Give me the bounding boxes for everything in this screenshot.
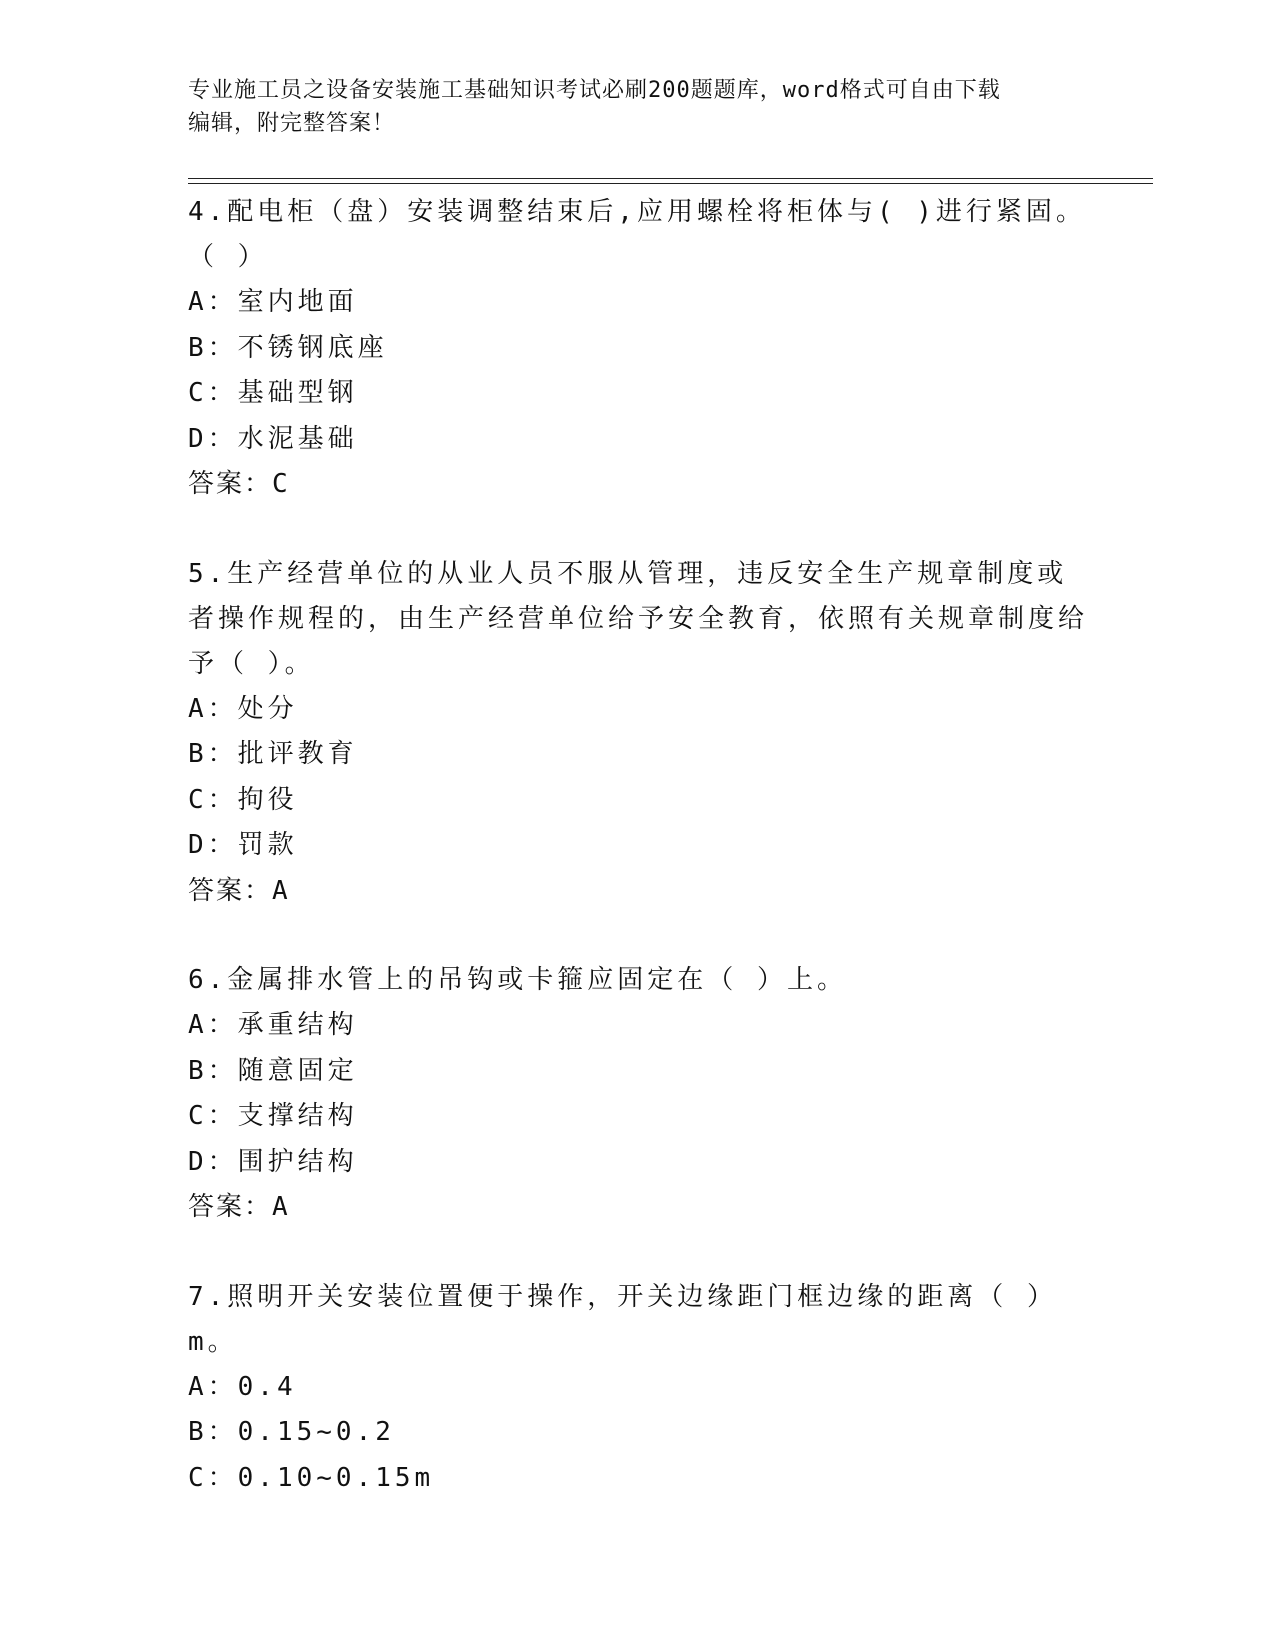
option-b: B：批评教育 — [188, 739, 358, 769]
answer-value: A — [272, 1192, 288, 1222]
option-b: B：不锈钢底座 — [188, 332, 388, 363]
header-line-2: 编辑，附完整答案！ — [188, 111, 396, 136]
question-7 — [188, 1275, 1088, 1502]
question-text: 5.生产经营单位的从业人员不服从管理，违反安全生产规章制度或者操作规程的，由生产经营单位给予安全教育，依照有关规章制度给予（ ）。 — [188, 558, 1089, 679]
question-text: 7.照明开关安装位置便于操作，开关边缘距门框边缘的距离（ ）m。 — [188, 1281, 1057, 1357]
answer-line — [188, 462, 1088, 508]
question-text: 6.金属排水管上的吊钩或卡箍应固定在（ ）上。 — [188, 965, 847, 995]
option-d: D：围护结构 — [188, 1146, 358, 1177]
answer-label: 答案： — [188, 1192, 273, 1222]
option-c: C：0.10~0.15m — [188, 1462, 435, 1493]
answer-line — [188, 1185, 1088, 1231]
option-a: A：处分 — [188, 693, 298, 724]
document-header — [188, 74, 1088, 140]
question-5 — [188, 552, 1088, 915]
answer-label: 答案： — [188, 875, 273, 906]
question-4 — [188, 190, 1088, 508]
answer-value: C — [272, 469, 288, 499]
option-a: A：0.4 — [188, 1371, 297, 1402]
option-d: D：罚款 — [188, 830, 298, 860]
answer-value: A — [272, 875, 288, 906]
option-b: B：随意固定 — [188, 1055, 358, 1086]
option-b: B：0.15~0.2 — [188, 1417, 395, 1447]
header-line-1: 专业施工员之设备安装施工基础知识考试必刷200题题库，word格式可自由下载 — [188, 78, 1001, 103]
answer-label: 答案： — [188, 469, 273, 499]
question-6 — [188, 958, 1088, 1231]
option-c: C：基础型钢 — [188, 378, 358, 408]
question-text: 4.配电柜（盘）安装调整结束后,应用螺栓将柜体与( )进行紧固。（ ） — [188, 197, 1086, 272]
question-list — [188, 190, 1088, 1545]
option-a: A：室内地面 — [188, 287, 358, 317]
option-c: C：支撑结构 — [188, 1101, 358, 1131]
option-d: D：水泥基础 — [188, 423, 358, 454]
header-divider-top — [188, 178, 1153, 179]
answer-line — [188, 869, 1088, 915]
option-c: C：拘役 — [188, 784, 298, 815]
option-a: A：承重结构 — [188, 1010, 358, 1040]
header-divider-bottom — [188, 183, 1153, 184]
